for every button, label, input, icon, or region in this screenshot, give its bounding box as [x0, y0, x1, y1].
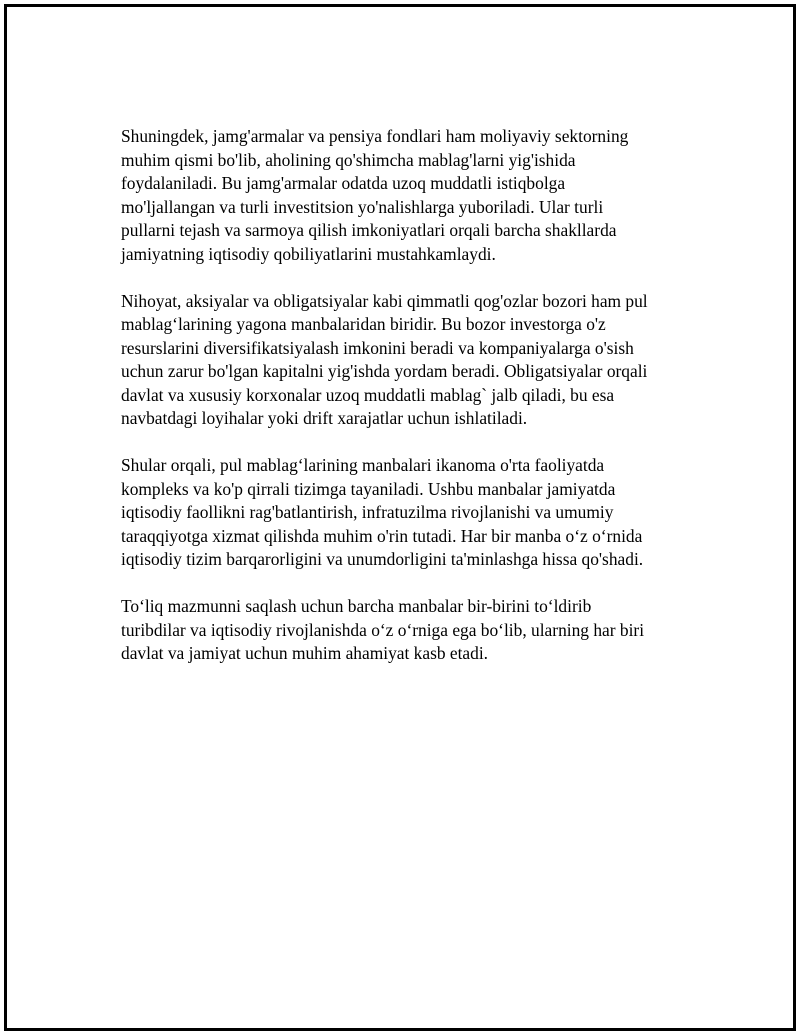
paragraph-sources-summary: Shular orqali, pul mablag‘larining manbalari ikanoma o'rta faoliyatda kompleks va ko'p qirrali tizimga tayaniladi. Ushbu manbalar jamiyatda iqtisodiy faollikni rag'batlantirish, infratuzilma rivojlanishi va umumiy taraqqiyotga xizmat qilishda muhim o'rin tutadi. Har bir manba o‘z o‘rnida iqtisodiy tizim barqarorligini va unumdorligini ta'minlashga hissa qo'shadi. [121, 455, 644, 569]
paragraph-securities-market: Nihoyat, aksiyalar va obligatsiyalar kabi qimmatli qog'ozlar bozori ham pul mablag‘larining yagona manbalaridan biridir. Bu bozor investorga o'z resurslarini diversifikatsiyalash imkonini beradi va kompaniyalarga o'sish uchun zarur bo'lgan kapitalni yig'ishda yordam beradi. Obligatsiyalar orqali davlat va xususiy korxonalar uzoq muddatli mablag` jalb qiladi, bu esa navbatdagi loyihalar yoki drift xarajatlar uchun ishlatiladi. [121, 290, 648, 428]
paragraph-savings-funds: Shuningdek, jamg'armalar va pensiya fondlari ham moliyaviy sektorning muhim qismi bo'lib, aholining qo'shimcha mablag'larni yig'ishida foydalaniladi. Bu jamg'armalar odatda uzoq muddatli istiqbolga mo'ljallangan va turli investitsion yo'nalishlarga yuboriladi. Ular turli pullarni tejash va sarmoya qilish imkoniyatlari orqali barcha shakllarda jamiyatning iqtisodiy qobiliyatlarini mustahkamlaydi. [121, 126, 629, 264]
document-body [121, 125, 701, 689]
page-frame [4, 4, 796, 1031]
paragraph-conclusion: To‘liq mazmunni saqlash uchun barcha manbalar bir-birini to‘ldirib turibdilar va iqtisodiy rivojlanishda o‘z o‘rniga ega bo‘lib, ularning har biri davlat va jamiyat uchun muhim ahamiyat kasb etadi. [121, 596, 645, 663]
